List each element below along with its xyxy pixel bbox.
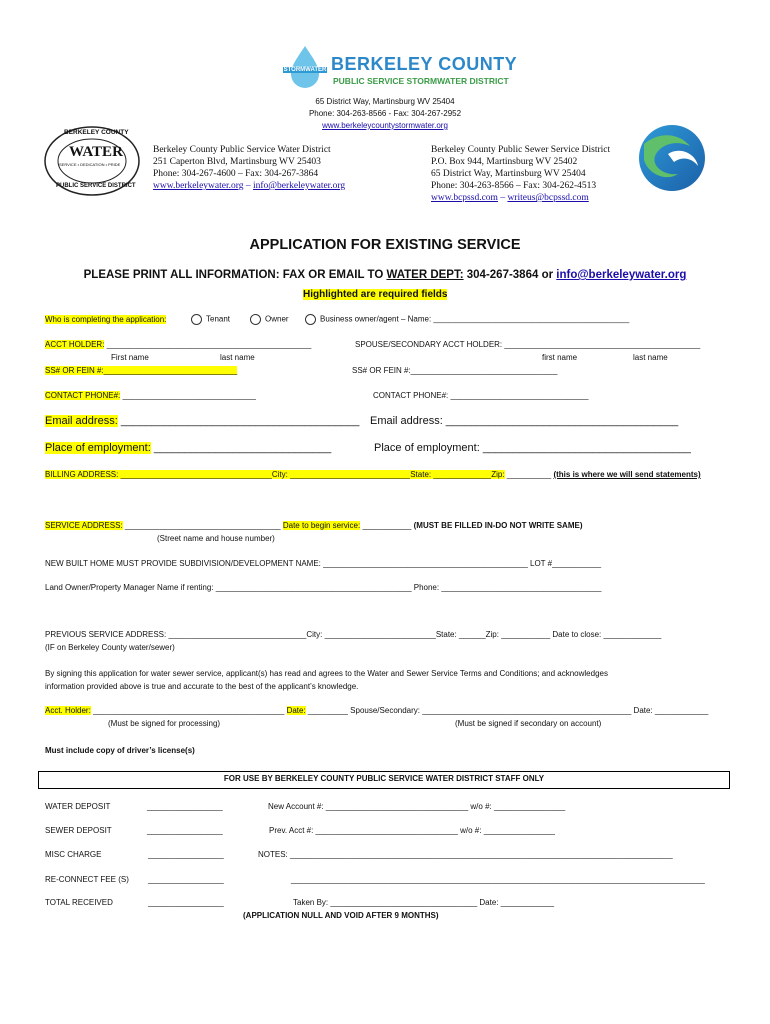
billing-city-label: City:: [271, 470, 288, 479]
email-line: _______________________________________: [117, 415, 360, 427]
business-radio[interactable]: [305, 314, 316, 325]
total-received-amount[interactable]: _________________: [148, 898, 224, 907]
street-note: (Street name and house number): [157, 534, 275, 543]
sewer-district-web[interactable]: www.bcpssd.com: [431, 193, 498, 203]
agreement-text-1: By signing this application for water sewer service, applicant(s) has read and agrees to the Water and Sewer Service Terms and Conditions; and acknowledges: [45, 669, 608, 678]
notes-line-2[interactable]: _____________________________________________________________________________________________: [291, 875, 705, 884]
sewer-deposit-amount[interactable]: _________________: [147, 826, 223, 835]
service-label: SERVICE ADDRESS:: [45, 521, 123, 530]
date-begin-label: Date to begin service:: [282, 521, 361, 530]
seal-center: WATER: [69, 144, 123, 160]
spouse-acct-field[interactable]: SPOUSE/SECONDARY ACCT HOLDER: ____________________________________________: [355, 340, 701, 349]
first-name-caption: First name: [111, 353, 149, 362]
instr-prefix: PLEASE PRINT ALL INFORMATION: FAX OR EMAIL TO: [83, 269, 387, 281]
total-received-label: TOTAL RECEIVED: [45, 898, 113, 907]
stormwater-address: 65 District Way, Martinsburg WV 25404: [315, 97, 455, 106]
billing-zip-label: Zip:: [491, 470, 505, 479]
contact-phone-field[interactable]: [45, 391, 256, 400]
landowner-field[interactable]: Land Owner/Property Manager Name if renting: ____________________________________________ Phone: ____________________________________: [45, 583, 602, 592]
date-begin-note: (MUST BE FILLED IN-DO NOT WRITE SAME): [413, 521, 583, 530]
seal-arc-bottom: PUBLIC SERVICE DISTRICT: [56, 183, 136, 189]
stormwater-phone: Phone: 304-263-8566 - Fax: 304-267-2952: [308, 109, 462, 118]
sewer-district-email[interactable]: writeus@bcpssd.com: [507, 193, 589, 203]
water-district-phone: Phone: 304-267-4600 – Fax: 304-267-3864: [153, 169, 319, 179]
sig-date-label: Date:: [286, 706, 306, 715]
contact-phone-line: ______________________________: [120, 391, 256, 400]
sig-acct-label: Acct. Holder:: [45, 706, 91, 715]
water-district-seal: [42, 125, 142, 197]
employment-field[interactable]: [45, 442, 331, 454]
billing-note: (this is where we will send statements): [553, 470, 701, 479]
reconnect-fee-label: RE-CONNECT FEE (S): [45, 875, 129, 884]
tenant-option[interactable]: [191, 314, 230, 325]
owner-radio[interactable]: [250, 314, 261, 325]
billing-address-field[interactable]: [45, 470, 701, 479]
service-address-field[interactable]: [45, 521, 582, 530]
sewer-district-sep: –: [497, 193, 508, 203]
form-title: APPLICATION FOR EXISTING SERVICE: [249, 237, 521, 253]
sig-note-secondary: (Must be signed if secondary on account): [455, 719, 602, 728]
water-district-address: 251 Caperton Blvd, Martinsburg WV 25403: [153, 157, 321, 167]
reconnect-fee-amount[interactable]: _________________: [148, 875, 224, 884]
spouse-first-caption: first name: [542, 353, 578, 362]
sewer-district-logo-icon: [638, 124, 706, 192]
sewer-district-phone: Phone: 304-263-8566 – Fax: 304-262-4513: [431, 181, 597, 191]
tenant-label: Tenant: [206, 314, 231, 324]
logo-title: BERKELEY COUNTY: [331, 54, 518, 74]
email-field[interactable]: [45, 415, 359, 427]
service-line: ___________________________________: [122, 521, 281, 530]
instr-dept: WATER DEPT:: [386, 269, 464, 281]
required-note: Highlighted are required fields: [303, 289, 448, 300]
employment-line: _____________________________: [150, 442, 332, 454]
form-instructions: [0, 269, 770, 281]
logo-subtitle: PUBLIC SERVICE STORMWATER DISTRICT: [333, 76, 509, 86]
sig-date-line: _________ Spouse/Secondary: _______________________________________________ Date: ____________: [305, 706, 709, 715]
contact-phone-label: CONTACT PHONE#:: [45, 391, 121, 400]
last-name-caption: last name: [220, 353, 255, 362]
notes-field[interactable]: NOTES: ______________________________________________________________________________________: [258, 850, 673, 859]
sewer-district-po: P.O. Box 944, Martinsburg WV 25402: [431, 157, 578, 167]
spouse-employment-field[interactable]: Place of employment: __________________________________: [374, 442, 691, 454]
sewer-district-name: Berkeley County Public Sewer Service District: [431, 145, 611, 155]
signature-row[interactable]: [45, 706, 708, 715]
taken-by-field[interactable]: Taken By: _________________________________ Date: ____________: [293, 898, 555, 907]
water-district-sep: –: [243, 181, 253, 191]
sewer-district-address: 65 District Way, Martinsburg WV 25404: [431, 169, 586, 179]
date-begin-line: ___________: [360, 521, 414, 530]
sig-note-primary: (Must be signed for processing): [108, 719, 221, 728]
email-label: Email address:: [45, 415, 118, 427]
water-deposit-label: WATER DEPOSIT: [45, 802, 111, 811]
new-built-field[interactable]: NEW BUILT HOME MUST PROVIDE SUBDIVISION/DEVELOPMENT NAME: ______________________________________________ LOT #___________: [45, 559, 602, 568]
business-option[interactable]: [305, 314, 629, 325]
previous-address-field[interactable]: PREVIOUS SERVICE ADDRESS: _______________________________City: _________________________State: ______Zip: ___________ Date to close: _____________: [45, 630, 662, 639]
license-note: Must include copy of driver’s license(s): [45, 746, 195, 755]
seal-arc-top: BERKELEY COUNTY: [64, 129, 129, 136]
business-label: Business owner/agent – Name: ____________________________________________: [320, 314, 630, 324]
billing-zip-line: __________: [504, 470, 554, 479]
billing-label: BILLING ADDRESS:: [45, 470, 119, 479]
misc-charge-label: MISC CHARGE: [45, 850, 102, 859]
spouse-contact-field[interactable]: CONTACT PHONE#: _______________________________: [373, 391, 589, 400]
acct-holder-label: ACCT HOLDER:: [45, 340, 105, 349]
void-note: (APPLICATION NULL AND VOID AFTER 9 MONTHS): [243, 911, 439, 920]
sewer-deposit-label: SEWER DEPOSIT: [45, 826, 112, 835]
tenant-radio[interactable]: [191, 314, 202, 325]
previous-note: (IF on Berkeley County water/sewer): [45, 643, 175, 652]
misc-charge-amount[interactable]: _________________: [148, 850, 224, 859]
acct-holder-line: ______________________________________________: [104, 340, 312, 349]
staff-header: FOR USE BY BERKELEY COUNTY PUBLIC SERVICE WATER DISTRICT STAFF ONLY: [223, 774, 545, 783]
instr-mid: 304-267-3864 or: [463, 269, 557, 281]
employment-label: Place of employment:: [45, 442, 151, 454]
seal-center-sub: SERVICE • DEDICATION • PRIDE: [59, 162, 121, 167]
sig-acct-line: ___________________________________________: [90, 706, 287, 715]
water-deposit-amount[interactable]: _________________: [147, 802, 223, 811]
water-district-web[interactable]: www.berkeleywater.org: [153, 181, 244, 191]
new-account-field[interactable]: New Account #: ________________________________ w/o #: ________________: [268, 802, 566, 811]
owner-label: Owner: [265, 314, 289, 324]
instr-email-link[interactable]: info@berkeleywater.org: [556, 269, 687, 281]
owner-option[interactable]: [250, 314, 289, 325]
prev-account-field[interactable]: Prev. Acct #: ________________________________ w/o #: ________________: [269, 826, 555, 835]
sewer-district-info: [431, 144, 610, 204]
who-row: [45, 315, 166, 324]
spouse-email-field[interactable]: Email address: ______________________________________: [370, 415, 679, 427]
billing-state-line: _____________: [431, 470, 492, 479]
billing-city-line: ___________________________: [287, 470, 411, 479]
ssn-field[interactable]: SS# OR FEIN #:______________________________: [45, 366, 238, 375]
spouse-ssn-field[interactable]: SS# OR FEIN #:_________________________________: [352, 366, 558, 375]
agreement-text-2: information provided above is true and accurate to the best of the applicant’s knowledge.: [45, 682, 359, 691]
stormwater-badge: STORMWATER: [283, 67, 327, 73]
water-district-email[interactable]: info@berkeleywater.org: [252, 181, 346, 191]
acct-holder-field[interactable]: [45, 340, 311, 349]
billing-line: __________________________________: [118, 470, 272, 479]
water-district-info: [153, 144, 345, 192]
water-district-name: Berkeley County Public Service Water District: [153, 145, 331, 155]
who-label: Who is completing the application:: [45, 315, 167, 324]
spouse-last-caption: last name: [633, 353, 668, 362]
billing-state-label: State:: [410, 470, 432, 479]
stormwater-logo: [283, 44, 518, 92]
stormwater-website[interactable]: www.berkeleycountystormwater.org: [322, 121, 448, 130]
